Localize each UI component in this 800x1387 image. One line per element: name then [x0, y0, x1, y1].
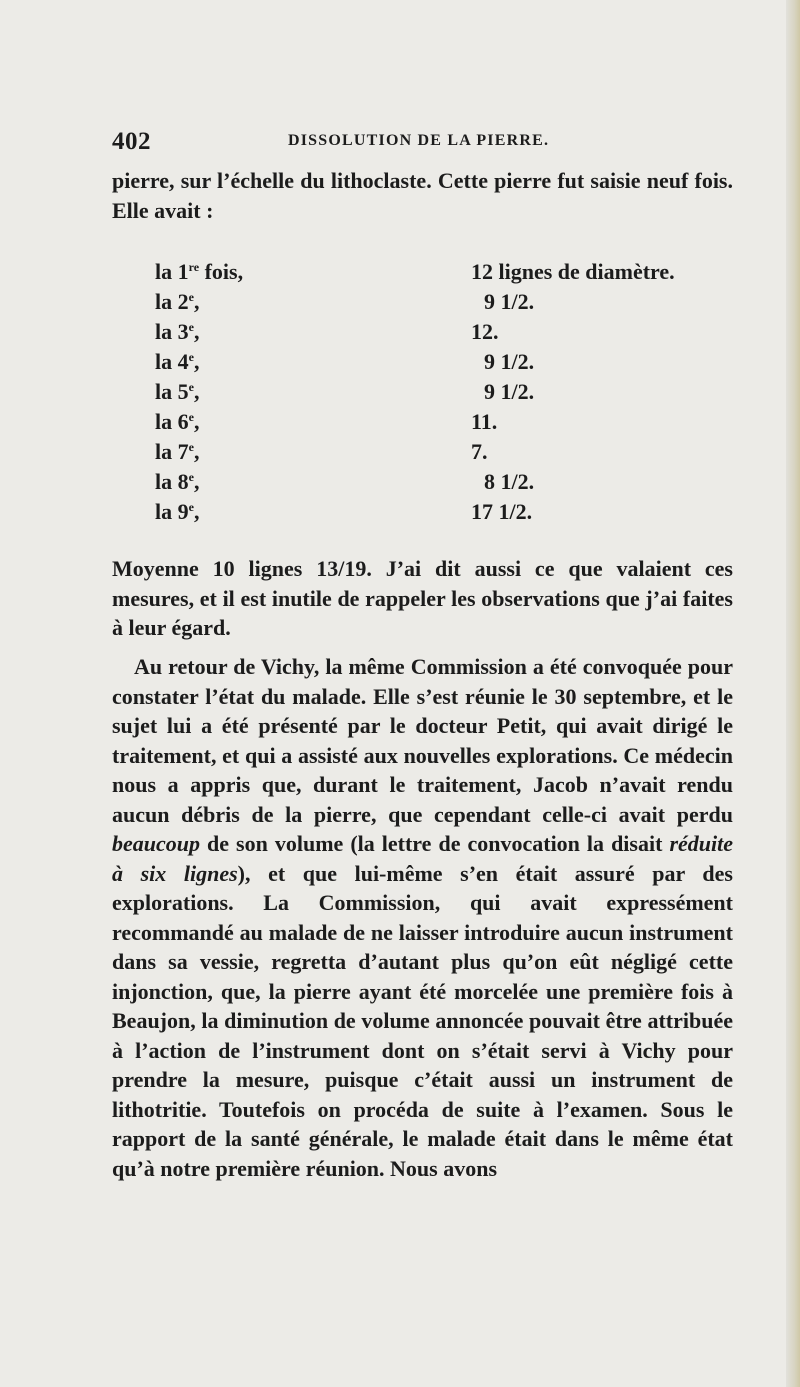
measurement-ordinal: la 9e, — [155, 499, 200, 524]
body-text-part: de son volume (la lettre de convocation la disait — [200, 831, 670, 856]
measurement-value: 8 1/2. — [484, 469, 535, 494]
page-header — [112, 128, 732, 158]
measurement-value: 7. — [471, 439, 488, 464]
measurement-value: 9 1/2. — [484, 289, 535, 314]
measurement-ordinal: la 1re fois, — [155, 259, 244, 284]
emphasis-text: réduite à six lignes — [112, 831, 733, 886]
measurement-value: 12. — [471, 319, 499, 344]
emphasis-text: beaucoup — [112, 831, 200, 856]
average-paragraph: Moyenne 10 lignes 13/19. J’ai dit aussi ce que valaient ces mesures, et il est inutile de rappeler les observations que j’ai faites à leur égard. — [112, 556, 733, 640]
measurement-ordinal: la 4e, — [155, 349, 200, 374]
measurement-ordinal: la 8e, — [155, 469, 200, 494]
page-edge — [786, 0, 800, 1387]
measurement-value: 9 1/2. — [484, 379, 535, 404]
measurement-ordinal: la 7e, — [155, 439, 200, 464]
measurement-ordinal: la 2e, — [155, 289, 200, 314]
measurement-value: 17 1/2. — [471, 499, 533, 524]
body-text-part: ), et que lui-même s’en était assuré par des explorations. La Commission, qui avait expressément recommandé au malade de ne laisser introduire aucun instrument dans sa vessie, regretta d’autant plus qu’on eût négligé cette injonction, que, la pierre ayant été morcelée une première fois à Beaujon, la diminution de volume annoncée pouvait être attribuée à l’action de l’instrument dont on s’était servi à Vichy pour prendre la mesure, puisque c’était aussi un instrument de lithotritie. Toutefois on procéda de suite à l’examen. Sous le rapport de la santé générale, le malade était dans le même état qu’à notre première réunion. Nous avons — [112, 860, 733, 1181]
measurement-ordinal: la 6e, — [155, 409, 200, 434]
intro-paragraph: pierre, sur l’échelle du lithoclaste. Cette pierre fut saisie neuf fois. Elle avait : — [112, 168, 733, 223]
measurement-value: 12 lignes de diamètre. — [471, 259, 675, 284]
measurement-ordinal: la 5e, — [155, 379, 200, 404]
body-paragraph — [112, 652, 733, 1183]
running-title: DISSOLUTION DE LA PIERRE. — [288, 132, 550, 149]
measurement-value: 9 1/2. — [484, 349, 535, 374]
page-number: 402 — [112, 128, 151, 155]
measurement-ordinal: la 3e, — [155, 319, 200, 344]
body-text-part: Au retour de Vichy, la même Commission a été convoquée pour constater l’état du malade. Elle s’est réunie le 30 septembre, et le sujet lui a été présenté par le docteur Petit, qui avait dirigé le traitement, et qui a assisté aux nouvelles explorations. Ce médecin nous a appris que, durant le traitement, Jacob n’avait rendu aucun débris de la pierre, que cependant celle-ci avait perdu — [112, 654, 733, 827]
measurement-value: 11. — [471, 409, 498, 434]
